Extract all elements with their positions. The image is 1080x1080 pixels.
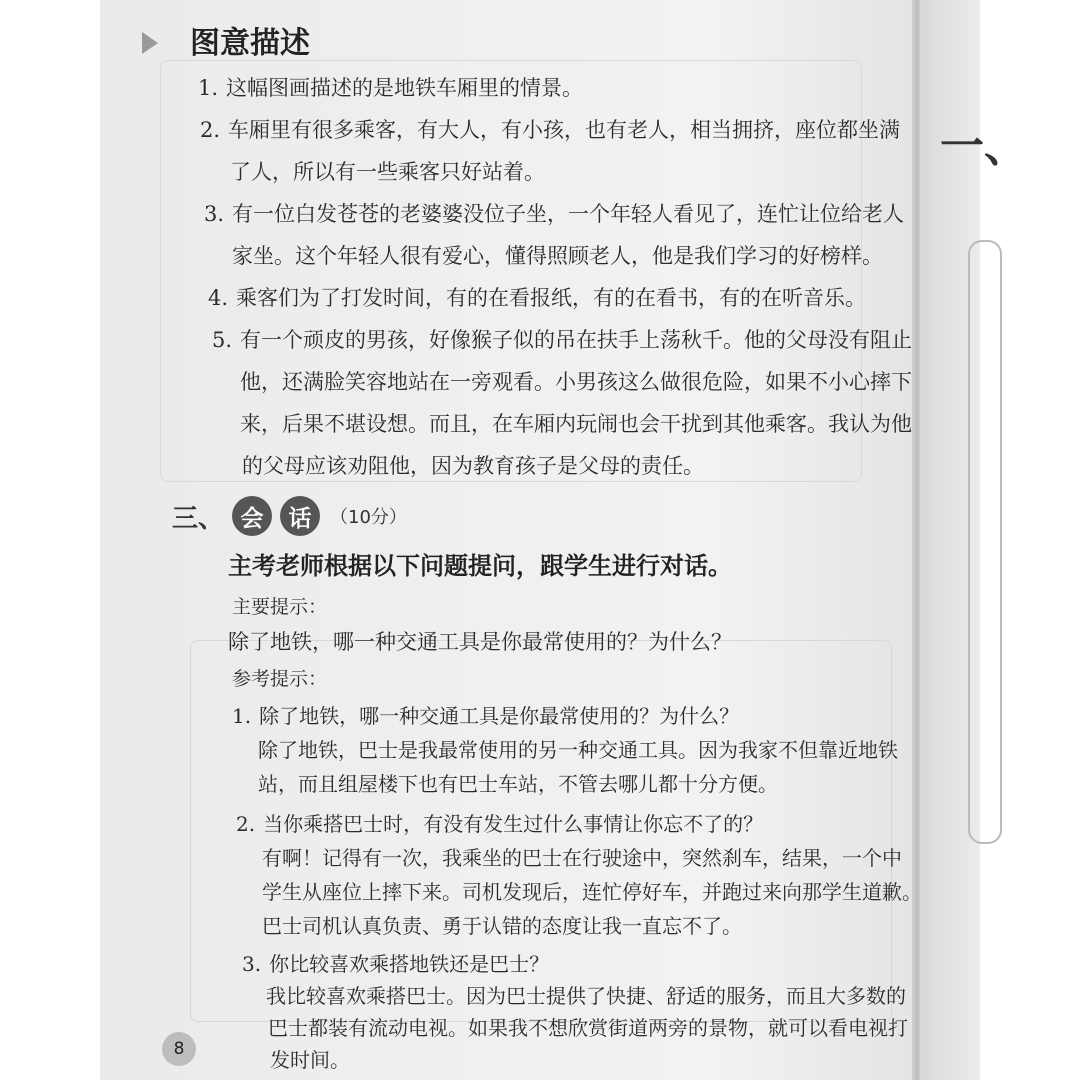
right-page-heading: 一、 (940, 121, 1028, 172)
description-line (208, 282, 866, 312)
description-line (242, 450, 704, 480)
description-line (212, 324, 912, 354)
triangle-marker-icon (142, 32, 158, 54)
description-line (240, 366, 912, 396)
line-number: 3. (242, 952, 262, 976)
line-text: 家坐。这个年轻人很有爱心，懂得照顾老人，他是我们学习的好榜样。 (232, 244, 883, 268)
reference-label: 参考提示： (232, 668, 328, 690)
reference-line (266, 980, 906, 1009)
description-line (204, 198, 904, 228)
right-page-box (968, 240, 1002, 844)
section-points: （10分） (330, 507, 407, 528)
line-text: 学生从座位上摔下来。司机发现后，连忙停好车，并跑过来向那学生道歉。 (262, 880, 922, 904)
description-line (230, 156, 545, 186)
reference-line (262, 910, 742, 939)
circle-char-hui: 会 (232, 496, 272, 536)
line-number: 3. (204, 202, 225, 226)
line-number: 2. (200, 118, 221, 142)
line-text: 有一位白发苍苍的老婆婆没位子坐，一个年轻人看见了，连忙让位给老人 (232, 202, 905, 226)
main-hint-question: 除了地铁，哪一种交通工具是你最常使用的？为什么？ (228, 630, 732, 654)
line-text: 有啊！记得有一次，我乘坐的巴士在行驶途中，突然刹车，结果，一个中 (262, 846, 902, 870)
line-text: 车厢里有很多乘客，有大人，有小孩，也有老人，相当拥挤，座位都坐满 (228, 118, 901, 142)
line-text: 来，后果不堪设想。而且，在车厢内玩闹也会干扰到其他乘客。我认为他 (240, 412, 912, 436)
section-conversation-header (172, 496, 407, 536)
reference-line (262, 842, 902, 871)
line-text: 他，还满脸笑容地站在一旁观看。小男孩这么做很危险，如果不小心摔下 (240, 370, 912, 394)
page-number: 8 (162, 1032, 196, 1066)
line-text: 站，而且组屋楼下也有巴士车站，不管去哪儿都十分方便。 (258, 772, 778, 796)
line-text: 我比较喜欢乘搭巴士。因为巴士提供了快捷、舒适的服务，而且大多数的 (266, 984, 906, 1008)
line-text: 除了地铁，巴士是我最常使用的另一种交通工具。因为我家不但靠近地铁 (258, 738, 898, 762)
description-line (198, 72, 583, 102)
section-title: 图意描述 (190, 26, 310, 61)
section-number: 三、 (172, 503, 225, 534)
reference-line (236, 808, 763, 837)
line-number: 4. (208, 286, 229, 310)
line-number: 1. (232, 704, 252, 728)
line-text: 巴士都装有流动电视。如果我不想欣赏街道两旁的景物，就可以看电视打 (268, 1016, 908, 1040)
reference-line (262, 876, 922, 905)
line-number: 1. (198, 76, 219, 100)
section-instruction: 主考老师根据以下问题提问，跟学生进行对话。 (228, 552, 732, 580)
line-text: 有一个顽皮的男孩，好像猴子似的吊在扶手上荡秋千。他的父母没有阻止 (240, 328, 913, 352)
line-text: 你比较喜欢乘搭地铁还是巴士？ (269, 952, 550, 976)
line-number: 2. (236, 812, 256, 836)
line-text: 巴士司机认真负责、勇于认错的态度让我一直忘不了。 (262, 914, 742, 938)
line-number: 5. (212, 328, 233, 352)
main-hint-label: 主要提示： (232, 596, 328, 618)
line-text: 乘客们为了打发时间，有的在看报纸，有的在看书，有的在听音乐。 (236, 286, 867, 310)
description-line (232, 240, 883, 270)
reference-line (258, 734, 898, 763)
line-text: 除了地铁，哪一种交通工具是你最常使用的？为什么？ (259, 704, 740, 728)
reference-line (270, 1044, 350, 1073)
reference-line (258, 768, 778, 797)
line-text: 当你乘搭巴士时，有没有发生过什么事情让你忘不了的？ (263, 812, 764, 836)
line-text: 了人，所以有一些乘客只好站着。 (230, 160, 545, 184)
line-text: 的父母应该劝阻他，因为教育孩子是父母的责任。 (242, 454, 704, 478)
reference-line (242, 948, 549, 977)
reference-line (268, 1012, 908, 1041)
reference-line (232, 700, 739, 729)
circle-char-hua: 话 (280, 496, 320, 536)
description-line (200, 114, 900, 144)
line-text: 这幅图画描述的是地铁车厢里的情景。 (226, 76, 584, 100)
description-line (240, 408, 912, 438)
line-text: 发时间。 (270, 1048, 350, 1072)
